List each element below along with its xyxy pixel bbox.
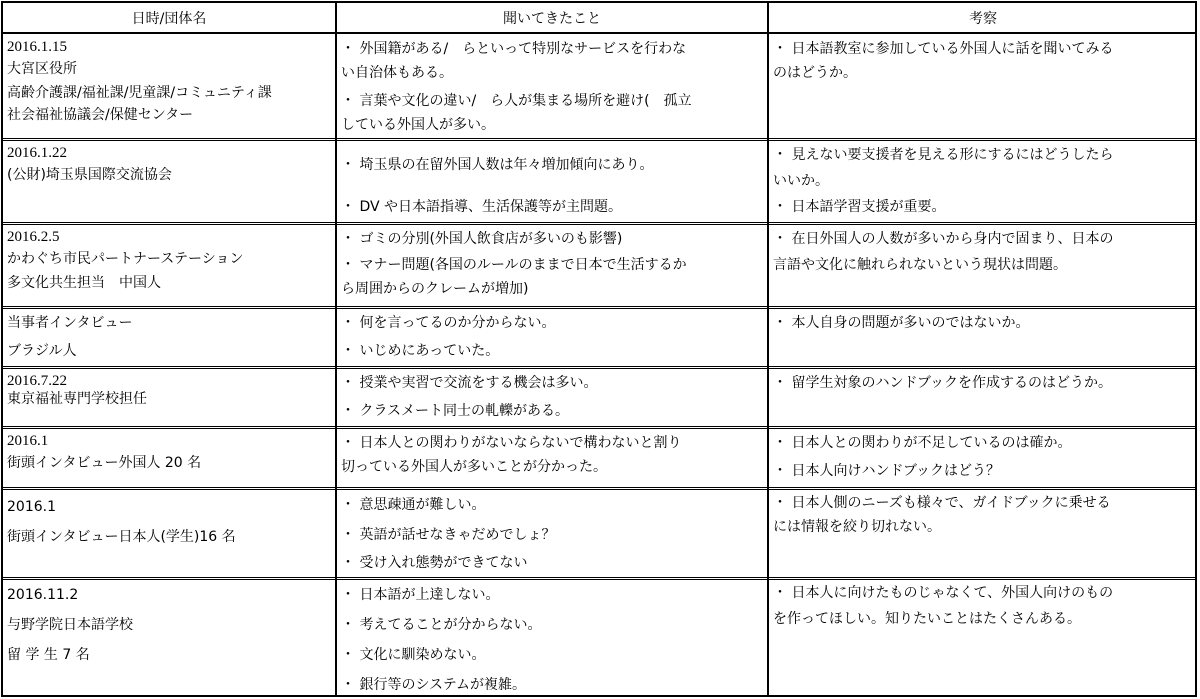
heard-item: ・ 言葉や文化の違い/ ら人が集まる場所を避け( 孤立 [341, 93, 692, 109]
note-item: のはどうか。 [773, 65, 857, 81]
note-item: ・ 本人自身の問題が多いのではないか。 [773, 315, 1030, 331]
table-row-org [7, 373, 333, 425]
table-row-org [7, 315, 333, 365]
column-divider [335, 3, 337, 695]
table-row-notes [773, 435, 1195, 486]
org-name: 街頭インタビュー外国人 20 名 [7, 455, 202, 471]
note-item: ・ 日本語教室に参加している外国人に話を聞いてみる [773, 41, 1114, 57]
note-item: ・ 日本語学習支援が重要。 [773, 199, 946, 215]
org-date: 2016.11.2 [7, 587, 79, 603]
org-name: 大宮区役所 [7, 61, 77, 77]
table-row-notes [773, 147, 1195, 221]
heard-item: ・ クラスメート同士の軋轢がある。 [341, 403, 570, 419]
header-heard: 聞いてきたこと [503, 10, 601, 27]
heard-item: ・ 日本語が上達しない。 [341, 587, 500, 603]
table-row-org [7, 499, 333, 576]
table-row-org [7, 229, 333, 305]
table-row-heard [341, 587, 765, 693]
heard-item: ・ マナー問題(各国のルールのままで日本で生活するか [341, 257, 687, 273]
note-item: ・ 在日外国人の人数が多いから身内で固まり、日本の [773, 231, 1114, 247]
table-row-notes [773, 495, 1195, 576]
heard-item: ら周囲からのクレームが増加) [341, 281, 529, 297]
org-date: 2016.1.22 [7, 145, 67, 161]
header-datetime-org: 日時/団体名 [131, 10, 207, 27]
table-row-heard [341, 315, 765, 365]
heard-item: ・ 外国籍がある/ らといって特別なサービスを行わな [341, 41, 687, 57]
table-row-notes [773, 231, 1195, 305]
org-name: (公財)埼玉県国際交流協会 [7, 167, 172, 183]
row-divider [3, 222, 1195, 225]
org-date: 2016.1 [7, 499, 56, 515]
note-item: ・ 日本人向けハンドブックはどう？ [773, 463, 1001, 479]
org-date: 2016.7.22 [7, 373, 67, 389]
note-item: ・ 見えない要支援者を見える形にするにはどうしたら [773, 147, 1114, 163]
org-name: 当事者インタビュー [7, 315, 133, 331]
heard-item: している外国人が多い。 [341, 117, 495, 133]
table-row-org [7, 145, 333, 221]
org-department: 留 学 生 7 名 [7, 647, 90, 663]
table-row-notes [773, 585, 1195, 693]
heard-item: ・ 授業や実習で交流をする機会は多い。 [341, 375, 598, 391]
heard-item: 切っている外国人が多いことが分かった。 [341, 459, 607, 475]
table-row-notes [773, 41, 1195, 137]
heard-item: ・ いじめにあっていた。 [341, 343, 500, 359]
heard-item: ・ 日本人との関わりがないならないで構わないと割り [341, 435, 682, 451]
header-notes: 考察 [969, 10, 997, 27]
row-divider [3, 487, 1195, 490]
table-row-org [7, 433, 333, 486]
interview-table [1, 1, 1197, 697]
row-divider [3, 426, 1195, 429]
table-row-notes [773, 375, 1195, 425]
note-item: を作ってほしい。知りたいことはたくさんある。 [773, 611, 1081, 627]
row-divider [3, 366, 1195, 369]
table-row-org [7, 39, 333, 137]
note-item: いいか。 [773, 173, 829, 189]
heard-item: ・ 何を言ってるのか分からない。 [341, 315, 556, 331]
org-name: 街頭インタビュー日本人(学生)16 名 [7, 529, 236, 545]
note-item: ・ 留学生対象のハンドブックを作成するのはどうか。 [773, 375, 1113, 391]
heard-item: ・ 銀行等のシステムが複雑。 [341, 677, 527, 693]
table-row-org [7, 587, 333, 693]
heard-item: ・ 英語が話せなきゃだめでしょ？ [341, 527, 556, 543]
table-row-heard [341, 41, 765, 137]
org-name: かわぐち市民パートナーステーション [7, 251, 244, 267]
heard-item: ・ 意思疎通が難しい。 [341, 497, 486, 513]
heard-item: ・ ゴミの分別(外国人飲食店が多いのも影響) [341, 231, 623, 247]
note-item: ・ 日本人側のニーズも様々で、ガイドブックに乗せる [773, 495, 1111, 511]
heard-item: ・ 受け入れ態勢ができてない [341, 555, 528, 571]
row-divider [3, 306, 1195, 309]
heard-item: ・ 考えてることが分からない。 [341, 617, 542, 633]
heard-item: ・ 埼玉県の在留外国人数は年々増加傾向にあり。 [341, 157, 654, 173]
org-department: 多文化共生担当 中国人 [7, 275, 161, 291]
header-divider [3, 32, 1195, 34]
heard-item: い自治体もある。 [341, 65, 453, 81]
heard-item: ・ 文化に馴染めない。 [341, 647, 486, 663]
org-department: 社会福祉協議会/保健センター [7, 107, 194, 123]
table-row-heard [341, 435, 765, 486]
table-row-notes [773, 315, 1195, 365]
column-divider [767, 3, 769, 695]
heard-item: ・ DV や日本語指導、生活保護等が主問題。 [341, 199, 623, 215]
table-row-heard [341, 375, 765, 425]
note-item: ・ 日本人に向けたものじゃなくて、外国人向けのもの [773, 585, 1114, 601]
org-department: 高齢介護課/福祉課/児童課/コミュニティ課 [7, 85, 272, 101]
org-department: ブラジル人 [7, 343, 77, 359]
note-item: 言語や文化に触れられないという現状は問題。 [773, 257, 1067, 273]
org-date: 2016.1.15 [7, 39, 67, 55]
table-row-heard [341, 231, 765, 305]
org-name: 東京福祉専門学校担任 [7, 391, 147, 407]
note-item: ・ 日本人との関わりが不足しているのは確か。 [773, 435, 1072, 451]
org-date: 2016.1 [7, 433, 49, 449]
table-row-heard [341, 497, 765, 576]
row-divider [3, 577, 1195, 580]
row-divider [3, 138, 1195, 141]
org-date: 2016.2.5 [7, 229, 60, 245]
note-item: には情報を絞り切れない。 [773, 519, 941, 535]
org-name: 与野学院日本語学校 [7, 617, 133, 633]
table-row-heard [341, 147, 765, 221]
